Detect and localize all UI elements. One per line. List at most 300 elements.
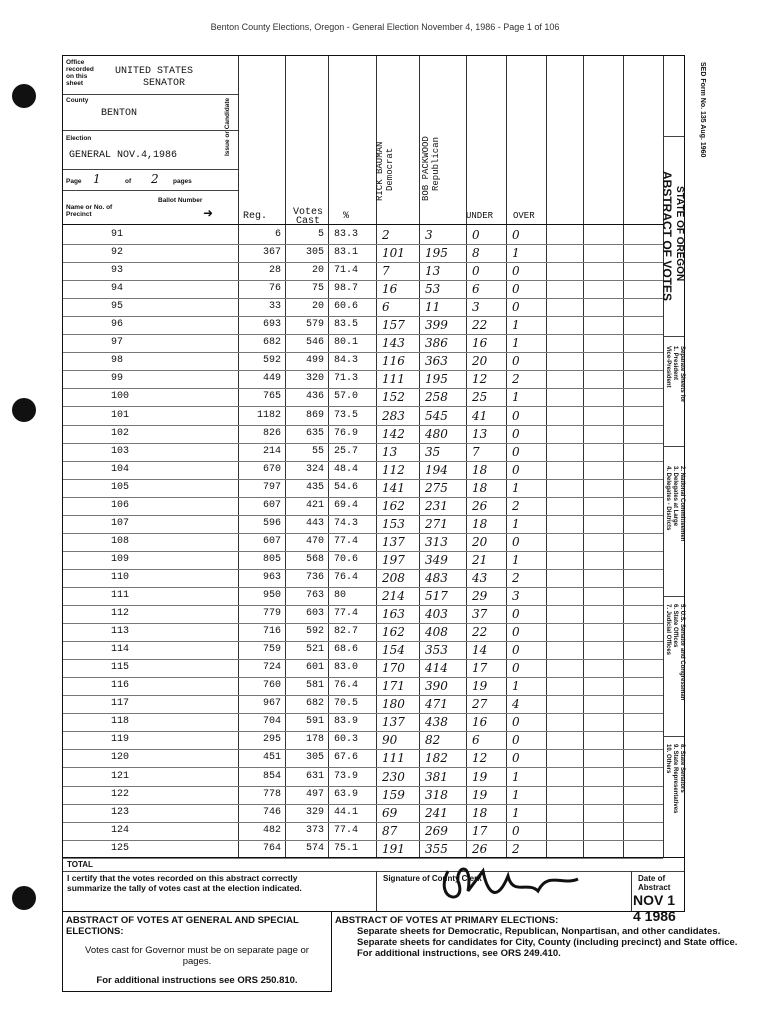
cell-over: 0 — [512, 607, 520, 622]
cell-reg: 716 — [262, 626, 281, 638]
cell-bauman: 191 — [382, 841, 405, 856]
cell-precinct: 121 — [111, 770, 130, 782]
cell-votes-cast: 635 — [305, 427, 324, 439]
cell-reg: 778 — [262, 788, 281, 800]
cell-precinct: 98 — [111, 355, 124, 367]
cell-bauman: 153 — [382, 516, 405, 531]
cell-bauman: 159 — [382, 787, 405, 802]
table-row — [63, 262, 663, 281]
cell-pct: 60.3 — [334, 734, 359, 746]
cell-votes-cast: 631 — [305, 770, 324, 782]
cell-under: 18 — [472, 516, 488, 531]
cell-precinct: 111 — [111, 590, 130, 601]
cell-packwood: 399 — [425, 318, 448, 333]
cell-precinct: 112 — [111, 608, 130, 620]
table-row — [63, 587, 663, 606]
cell-precinct: 116 — [111, 680, 130, 692]
cell-reg: 854 — [262, 770, 281, 782]
cell-packwood: 271 — [425, 516, 448, 531]
cell-reg: 28 — [268, 265, 281, 277]
table-row — [63, 388, 663, 407]
page-header: Benton County Elections, Oregon - General Election November 4, 1986 - Page 1 of 106 — [210, 22, 560, 32]
cell-packwood: 313 — [425, 534, 448, 549]
primary-instr: For additional instructions, see ORS 249.410. — [357, 948, 561, 959]
table-row — [63, 768, 663, 787]
cell-under: 25 — [472, 390, 488, 405]
cell-under: 6 — [472, 282, 480, 297]
cell-over: 1 — [512, 787, 520, 802]
table-row — [63, 443, 663, 462]
cell-over: 0 — [512, 300, 520, 315]
cell-over: 0 — [512, 625, 520, 640]
col-under: UNDER — [466, 211, 494, 221]
cell-votes-cast: 324 — [305, 463, 324, 475]
cell-under: 18 — [472, 480, 488, 495]
cell-packwood: 35 — [425, 444, 441, 459]
cell-under: 19 — [472, 769, 488, 784]
col-votes-cast: Votes Cast — [292, 207, 323, 227]
cell-pct: 70.5 — [334, 698, 359, 710]
primary-title: ABSTRACT OF VOTES AT PRIMARY ELECTIONS: — [335, 915, 559, 926]
cell-packwood: 381 — [425, 769, 448, 784]
table-row — [63, 316, 663, 335]
cell-reg: 724 — [262, 662, 281, 674]
cell-bauman: 180 — [382, 697, 405, 712]
cell-reg: 367 — [262, 247, 281, 259]
cell-under: 37 — [472, 607, 488, 622]
cell-over: 0 — [512, 534, 520, 549]
cell-precinct: 115 — [111, 662, 130, 674]
cell-pct: 76.9 — [334, 427, 359, 439]
side-sep2: Vice-President — [665, 346, 671, 388]
cell-under: 7 — [472, 444, 480, 459]
issue-label: Issue or Candidate — [224, 97, 231, 156]
table-row — [63, 298, 663, 317]
cell-precinct: 108 — [111, 535, 130, 547]
cell-precinct: 93 — [111, 265, 124, 277]
cell-reg: 449 — [262, 373, 281, 385]
cell-reg: 6 — [274, 229, 281, 240]
general-note: Votes cast for Governor must be on separate page or pages. — [85, 945, 309, 967]
cell-precinct: 104 — [111, 463, 130, 475]
cell-reg: 1182 — [256, 409, 281, 421]
cell-bauman: 171 — [382, 679, 405, 694]
cell-bauman: 16 — [382, 282, 398, 297]
primary-line1: Separate sheets for Democratic, Republican, Nonpartisan, and other candidates. — [357, 926, 721, 937]
cell-pct: 77.4 — [334, 824, 359, 836]
cell-precinct: 110 — [111, 571, 130, 583]
cell-votes-cast: 178 — [305, 734, 324, 746]
cell-under: 43 — [472, 570, 488, 585]
cell-precinct: 123 — [111, 806, 130, 818]
side-s10: 10. Others — [665, 744, 671, 774]
office-label: Office recorded on this sheet — [66, 59, 94, 87]
cell-over: 2 — [512, 570, 520, 585]
cell-under: 19 — [472, 679, 488, 694]
cell-votes-cast: 763 — [305, 590, 324, 601]
cell-reg: 607 — [262, 535, 281, 547]
cell-votes-cast: 436 — [305, 391, 324, 403]
cell-pct: 84.3 — [334, 355, 359, 367]
cell-over: 0 — [512, 354, 520, 369]
cell-pct: 76.4 — [334, 680, 359, 692]
table-row — [63, 677, 663, 696]
cell-bauman: 90 — [382, 733, 398, 748]
cell-packwood: 13 — [425, 264, 441, 279]
cell-votes-cast: 421 — [305, 499, 324, 511]
side-separate — [664, 346, 685, 402]
side-list-c — [664, 744, 685, 813]
cell-reg: 765 — [262, 391, 281, 403]
cell-under: 13 — [472, 426, 488, 441]
cell-reg: 967 — [262, 698, 281, 710]
cell-packwood: 438 — [425, 715, 448, 730]
cell-bauman: 2 — [382, 228, 390, 242]
cell-packwood: 194 — [425, 462, 448, 477]
cell-precinct: 114 — [111, 644, 130, 656]
cell-precinct: 95 — [111, 301, 124, 313]
cell-bauman: 197 — [382, 552, 405, 567]
cell-packwood: 480 — [425, 426, 448, 441]
cell-over: 2 — [512, 498, 520, 513]
cell-packwood: 53 — [425, 282, 441, 297]
cell-votes-cast: 869 — [305, 409, 324, 421]
table-row — [63, 731, 663, 750]
side-list-a — [664, 466, 685, 541]
cell-precinct: 94 — [111, 283, 124, 295]
cell-over: 1 — [512, 480, 520, 495]
cell-bauman: 101 — [382, 246, 405, 261]
cell-votes-cast: 579 — [305, 319, 324, 331]
cell-votes-cast: 20 — [311, 265, 324, 277]
cell-bauman: 208 — [382, 570, 405, 585]
cell-under: 8 — [472, 246, 480, 261]
side-s6: 6. State Offices — [672, 604, 678, 648]
cell-over: 3 — [512, 589, 520, 603]
cell-bauman: 141 — [382, 480, 405, 495]
table-row — [63, 659, 663, 678]
cell-pct: 80 — [334, 590, 347, 601]
cell-reg: 295 — [262, 734, 281, 746]
cell-bauman: 143 — [382, 336, 405, 351]
candidate-2-header — [421, 136, 441, 201]
cell-reg: 607 — [262, 499, 281, 511]
cell-votes-cast: 546 — [305, 337, 324, 349]
cell-under: 17 — [472, 661, 488, 676]
cell-reg: 805 — [262, 553, 281, 565]
cell-precinct: 113 — [111, 626, 130, 638]
cell-reg: 33 — [268, 301, 281, 313]
side-s8: 8. State Senators — [679, 744, 685, 793]
cell-pct: 63.9 — [334, 788, 359, 800]
cell-bauman: 137 — [382, 715, 405, 730]
table-row — [63, 425, 663, 444]
cell-votes-cast: 581 — [305, 680, 324, 692]
cell-bauman: 69 — [382, 805, 398, 820]
cell-pct: 80.1 — [334, 337, 359, 349]
cell-over: 2 — [512, 841, 520, 856]
abstract-title: ABSTRACT OF VOTES — [660, 171, 674, 302]
col-reg: Reg. — [243, 211, 268, 222]
cell-under: 12 — [472, 751, 488, 766]
cell-under: 41 — [472, 408, 488, 423]
table-row — [63, 352, 663, 371]
cell-bauman: 170 — [382, 661, 405, 676]
cell-over: 0 — [512, 715, 520, 730]
cell-packwood: 483 — [425, 570, 448, 585]
cell-precinct: 97 — [111, 337, 124, 349]
cell-votes-cast: 601 — [305, 662, 324, 674]
cell-pct: 75.1 — [334, 842, 359, 854]
cell-over: 0 — [512, 264, 520, 279]
cell-bauman: 162 — [382, 498, 405, 513]
arrow-right-icon: ➜ — [203, 206, 214, 220]
county-label: County — [66, 97, 89, 104]
table-row — [63, 407, 663, 426]
cell-precinct: 99 — [111, 373, 124, 385]
table-row — [63, 605, 663, 624]
cell-votes-cast: 20 — [311, 301, 324, 313]
cell-pct: 83.0 — [334, 662, 359, 674]
cell-bauman: 163 — [382, 607, 405, 622]
cell-precinct: 119 — [111, 734, 130, 746]
state-of-oregon: STATE OF OREGON — [674, 186, 685, 282]
cell-under: 20 — [472, 354, 488, 369]
cell-over: 0 — [512, 733, 520, 748]
cell-over: 2 — [512, 372, 520, 387]
cell-packwood: 11 — [425, 300, 441, 315]
cell-bauman: 230 — [382, 769, 405, 784]
cell-bauman: 162 — [382, 625, 405, 640]
cell-bauman: 112 — [382, 462, 405, 477]
cell-packwood: 195 — [425, 246, 448, 261]
cell-bauman: 116 — [382, 354, 405, 369]
cell-under: 18 — [472, 462, 488, 477]
cell-reg: 592 — [262, 355, 281, 367]
cell-votes-cast: 591 — [305, 716, 324, 728]
cell-under: 3 — [472, 300, 480, 315]
cell-over: 0 — [512, 751, 520, 766]
cell-pct: 83.9 — [334, 716, 359, 728]
cell-pct: 83.5 — [334, 319, 359, 331]
cell-under: 29 — [472, 589, 488, 603]
date-stamp: NOV 1 4 1986 — [633, 892, 676, 924]
cell-votes-cast: 470 — [305, 535, 324, 547]
signature-label: Signature of County Clerk — [383, 874, 482, 883]
table-row — [63, 695, 663, 714]
table-row — [63, 515, 663, 534]
cell-bauman: 111 — [382, 751, 405, 766]
cell-bauman: 111 — [382, 372, 405, 387]
page-label: Page — [66, 178, 82, 185]
table-row — [63, 244, 663, 263]
cell-under: 17 — [472, 823, 488, 838]
cell-under: 0 — [472, 228, 480, 242]
total-label: TOTAL — [67, 860, 93, 869]
cell-votes-cast: 497 — [305, 788, 324, 800]
cell-votes-cast: 574 — [305, 842, 324, 854]
cell-votes-cast: 329 — [305, 806, 324, 818]
cell-precinct: 102 — [111, 427, 130, 439]
cell-over: 1 — [512, 805, 520, 820]
punch-hole — [12, 398, 36, 422]
table-row — [63, 533, 663, 552]
cell-over: 1 — [512, 318, 520, 333]
side-s9: 9. State Representatives — [672, 744, 678, 814]
cell-votes-cast: 305 — [305, 752, 324, 764]
cell-reg: 760 — [262, 680, 281, 692]
cell-packwood: 414 — [425, 661, 448, 676]
cell-reg: 797 — [262, 481, 281, 493]
cell-bauman: 6 — [382, 300, 390, 315]
cell-precinct: 96 — [111, 319, 124, 331]
precinct-label: Name or No. of Precinct — [66, 204, 113, 218]
cell-bauman: 283 — [382, 408, 405, 423]
cell-under: 0 — [472, 264, 480, 279]
cell-precinct: 103 — [111, 445, 130, 457]
cell-under: 6 — [472, 733, 480, 748]
cell-pct: 71.3 — [334, 373, 359, 385]
cell-packwood: 353 — [425, 643, 448, 658]
table-row — [63, 479, 663, 498]
cell-bauman: 7 — [382, 264, 390, 279]
cell-votes-cast: 75 — [311, 283, 324, 295]
cell-over: 0 — [512, 661, 520, 676]
cell-pct: 44.1 — [334, 806, 359, 818]
cell-pct: 74.3 — [334, 517, 359, 529]
cell-pct: 67.6 — [334, 752, 359, 764]
cell-pct: 82.7 — [334, 626, 359, 638]
table-row — [63, 226, 663, 245]
cell-pct: 60.6 — [334, 301, 359, 313]
cell-votes-cast: 592 — [305, 626, 324, 638]
general-instructions — [62, 912, 332, 992]
cell-under: 26 — [472, 841, 488, 856]
table-row — [63, 569, 663, 588]
cell-packwood: 517 — [425, 589, 448, 603]
cell-votes-cast: 603 — [305, 608, 324, 620]
cell-over: 1 — [512, 552, 520, 567]
sed-form: SED Form No. 135 Aug. 1960 — [699, 62, 706, 158]
cell-precinct: 125 — [111, 842, 130, 854]
cell-precinct: 122 — [111, 788, 130, 800]
cell-reg: 963 — [262, 571, 281, 583]
cell-pct: 71.4 — [334, 265, 359, 277]
cell-votes-cast: 499 — [305, 355, 324, 367]
cell-reg: 746 — [262, 806, 281, 818]
cell-votes-cast: 521 — [305, 644, 324, 656]
side-s4: 4. Delegates - Districts — [665, 466, 671, 531]
cell-precinct: 109 — [111, 553, 130, 565]
date-label: Date of Abstract — [638, 874, 671, 892]
cell-bauman: 154 — [382, 643, 405, 658]
table-row — [63, 280, 663, 299]
cell-pct: 76.4 — [334, 571, 359, 583]
cell-under: 12 — [472, 372, 488, 387]
table-row — [63, 551, 663, 570]
cell-packwood: 363 — [425, 354, 448, 369]
col-pct: % — [343, 211, 350, 222]
cell-under: 20 — [472, 534, 488, 549]
cell-reg: 764 — [262, 842, 281, 854]
cell-pct: 73.9 — [334, 770, 359, 782]
cell-votes-cast: 55 — [311, 445, 324, 457]
cell-precinct: 107 — [111, 517, 130, 529]
general-instr: For additional instructions see ORS 250.810. — [96, 975, 298, 986]
cell-under: 19 — [472, 787, 488, 802]
table-row — [63, 713, 663, 732]
cell-pct: 77.4 — [334, 535, 359, 547]
side-s7: 7. Judicial Offices — [665, 604, 671, 656]
cell-precinct: 92 — [111, 247, 124, 259]
cell-packwood: 3 — [425, 228, 433, 242]
cell-precinct: 100 — [111, 391, 130, 403]
cell-pct: 77.4 — [334, 608, 359, 620]
cell-under: 14 — [472, 643, 488, 658]
cell-over: 1 — [512, 390, 520, 405]
table-row — [63, 822, 663, 841]
table-row — [63, 786, 663, 805]
cell-reg: 682 — [262, 337, 281, 349]
cell-pct: 57.0 — [334, 391, 359, 403]
candidate-1-party: Democrat — [385, 147, 395, 191]
cell-pct: 98.7 — [334, 283, 359, 295]
cell-bauman: 13 — [382, 444, 398, 459]
punch-hole — [12, 886, 36, 910]
cell-reg: 451 — [262, 752, 281, 764]
county-value: BENTON — [101, 108, 138, 119]
cell-packwood: 258 — [425, 390, 448, 405]
cell-votes-cast: 568 — [305, 553, 324, 565]
cell-votes-cast: 373 — [305, 824, 324, 836]
ballot-label: Ballot Number — [158, 197, 203, 204]
certify-text: I certify that the votes recorded on this abstract correctly summarize the tally of votes cast at the election indicated. — [67, 873, 302, 893]
cell-packwood: 408 — [425, 625, 448, 640]
pages-label: pages — [173, 178, 192, 185]
cell-precinct: 118 — [111, 716, 130, 728]
cell-precinct: 105 — [111, 481, 130, 493]
cell-packwood: 355 — [425, 841, 448, 856]
cell-over: 0 — [512, 643, 520, 658]
table-row — [63, 461, 663, 480]
table-row — [63, 334, 663, 353]
cell-reg: 950 — [262, 590, 281, 601]
cell-over: 0 — [512, 426, 520, 441]
cell-bauman: 137 — [382, 534, 405, 549]
cell-votes-cast: 736 — [305, 571, 324, 583]
cell-reg: 693 — [262, 319, 281, 331]
cell-under: 22 — [472, 625, 488, 640]
cell-over: 0 — [512, 228, 520, 242]
cell-votes-cast: 682 — [305, 698, 324, 710]
cell-votes-cast: 320 — [305, 373, 324, 385]
side-s5: 5. U.S. Senator and Congressman — [679, 604, 685, 701]
cell-under: 22 — [472, 318, 488, 333]
cell-pct: 25.7 — [334, 445, 359, 457]
election-value: GENERAL NOV.4,1986 — [69, 150, 178, 161]
cell-reg: 704 — [262, 716, 281, 728]
cell-precinct: 117 — [111, 698, 130, 710]
page-total: 2 — [151, 172, 159, 186]
punch-hole — [12, 84, 36, 108]
cell-under: 16 — [472, 715, 488, 730]
table-row — [63, 804, 663, 823]
cell-reg: 670 — [262, 463, 281, 475]
candidate-1-header — [375, 142, 395, 201]
cell-over: 1 — [512, 679, 520, 694]
cell-bauman: 142 — [382, 426, 405, 441]
page-of: of — [125, 178, 132, 185]
